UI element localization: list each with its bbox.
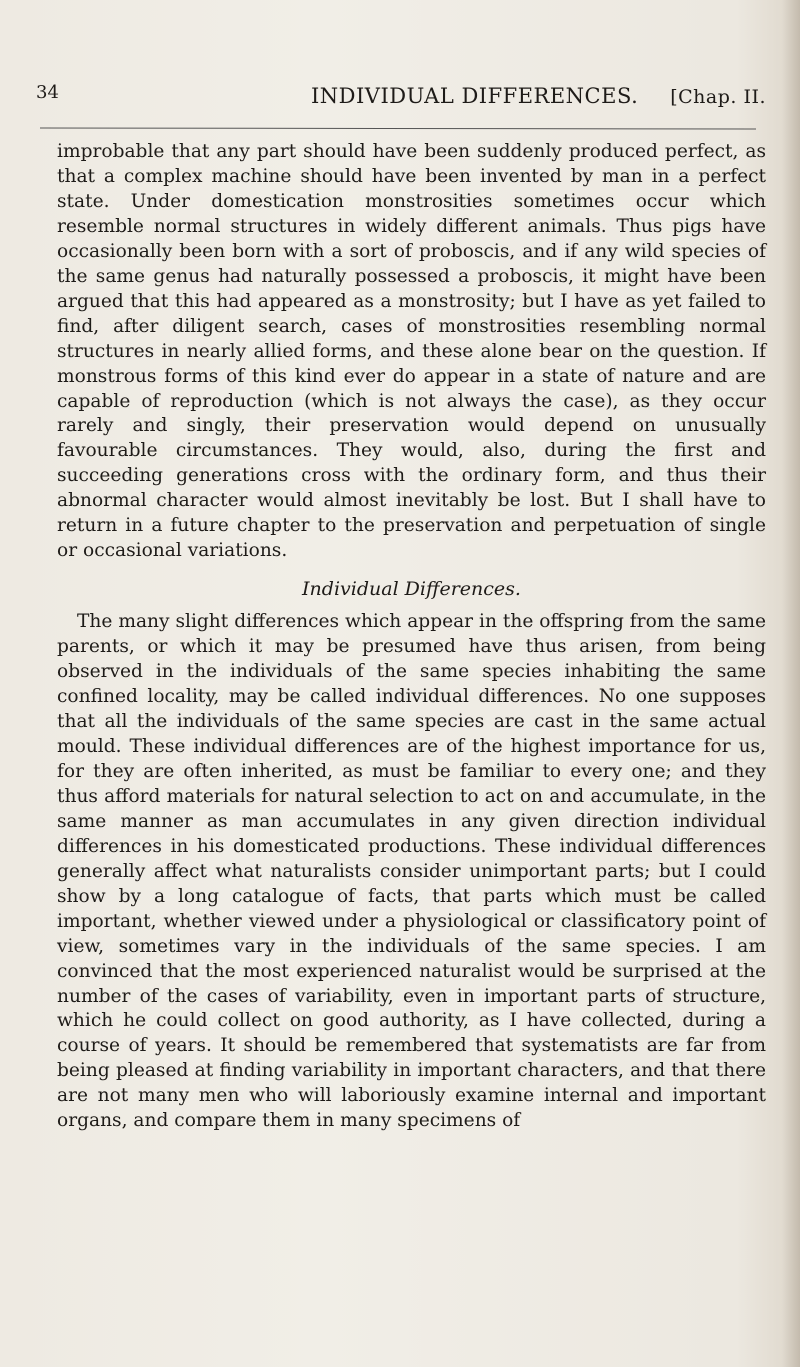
page-edge-shadow — [782, 0, 800, 1367]
section-heading: Individual Differences. — [302, 578, 521, 601]
paragraph-continuation: improbable that any part should have been suddenly produced perfect, as that a complex machine should have been invented by man in a perfect state. Under domestication monstrosities sometimes occur which resemble normal structures in widely different animals. Thus pigs have occasionally been born with a sort of proboscis, and if any wild species of the same genus had naturally possessed a proboscis, it might have been argued that this had appeared as a monstrosity; but I have as yet failed to find, after diligent search, cases of monstrosities resembling normal structures in nearly allied forms, and these alone bear on the question. If monstrous forms of this kind ever do appear in a state of nature and are capable of reproduction (which is not always the case), as they occur rarely and singly, their preservation would depend on unusually favourable circumstances. They would, also, during the first and succeeding generations cross with the ordinary form, and thus their abnormal character would almost inevitably be lost. But I shall have to return in a future chapter to the preservation and perpetuation of single or occasional variations. — [57, 141, 766, 562]
running-head-title: INDIVIDUAL DIFFERENCES. — [311, 84, 639, 108]
header-rule — [40, 128, 756, 130]
body-text — [57, 140, 766, 1134]
paragraph-individual-differences: The many slight differences which appear in the offspring from the same parents, or which it may be presumed have thus arisen, from being observed in the individuals of the same species inhabiting the same confined locality, may be called individual differences. No one supposes that all the individuals of the same species are cast in the same actual mould. These individual differences are of the highest importance for us, for they are often inherited, as must be familiar to every one; and they thus afford materials for natural selection to act on and accumulate, in the same manner as man accumulates in any given direction individual differences in his domesticated productions. These individual differences generally affect what naturalists consider unimportant parts; but I could show by a long catalogue of facts, that parts which must be called important, whether viewed under a physiological or classificatory point of view, sometimes vary in the individuals of the same species. I am convinced that the most experienced naturalist would be surprised at the number of the cases of variability, even in important parts of structure, which he could collect on good authority, as I have collected, during a course of years. It should be remembered that systematists are far from being pleased at finding variability in important characters, and that there are not many men who will laboriously examine internal and important organs, and compare them in many specimens of — [57, 611, 766, 1132]
running-head-chapter: [Chap. II. — [670, 86, 766, 108]
page-number: 34 — [36, 82, 59, 103]
running-head — [36, 78, 766, 112]
